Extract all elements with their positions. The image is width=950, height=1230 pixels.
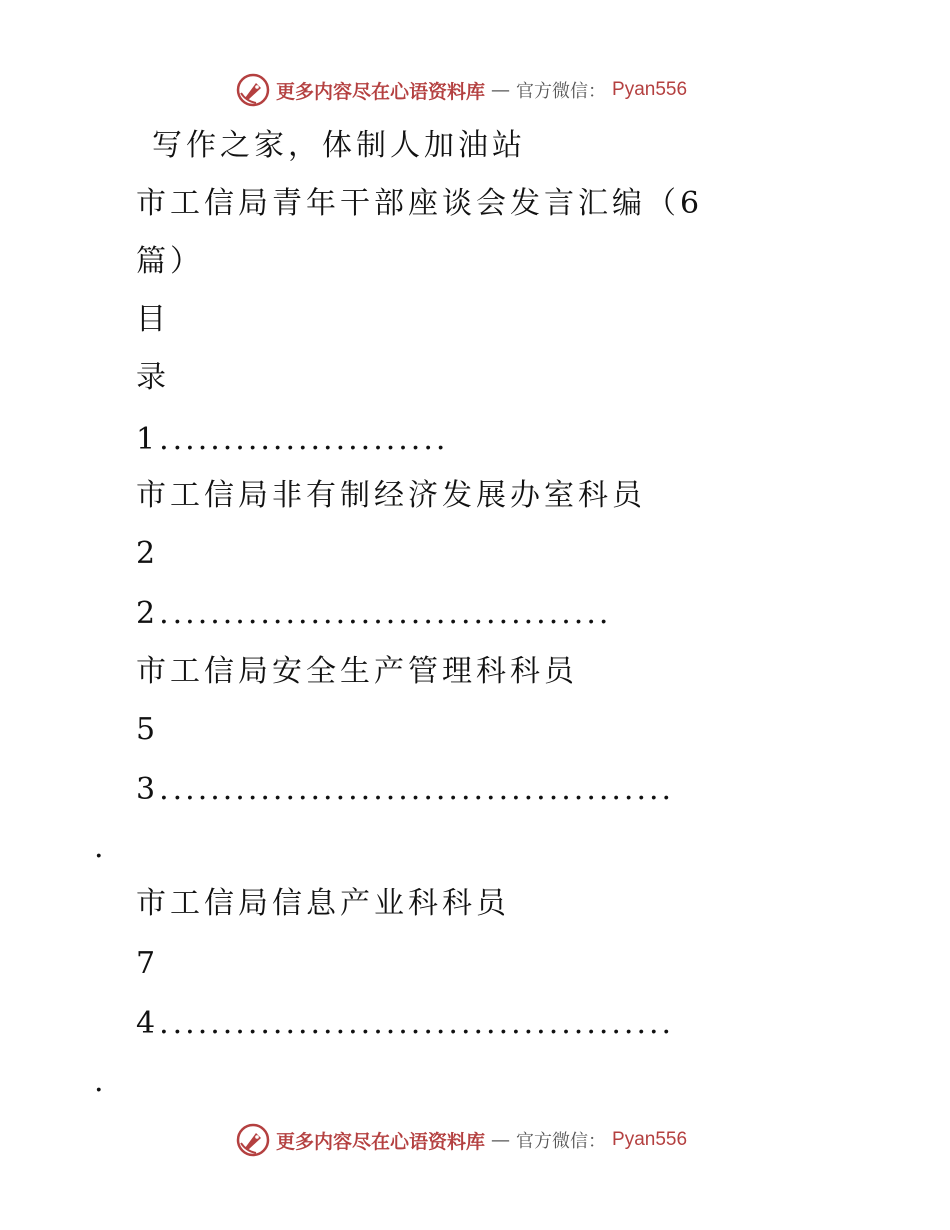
document-subtitle: 写作之家，体制人加油站	[152, 128, 526, 163]
toc-entry-dots: ........................................	[172, 1006, 675, 1041]
toc-entry-3-leader	[136, 772, 674, 808]
toc-entry-3-title: 市工信局信息产业科科员	[136, 886, 510, 921]
pen-nib-logo-icon	[236, 1123, 270, 1157]
footer-watermark	[236, 1122, 687, 1158]
toc-entry-2-title: 市工信局安全生产管理科科员	[136, 654, 578, 689]
toc-heading-2: 录	[136, 360, 170, 395]
toc-entry-1-leader	[136, 422, 448, 458]
toc-entry-number: 1.	[136, 422, 173, 457]
toc-entry-4-overflow-dot: .	[94, 1064, 104, 1099]
toc-entry-number: 4.	[136, 1006, 173, 1041]
toc-entry-1-page: 2	[136, 536, 160, 571]
toc-entry-dots: ........................................	[172, 772, 675, 807]
watermark-label: 官方微信：	[516, 81, 607, 102]
pen-nib-logo-icon	[236, 73, 270, 107]
watermark-brand: 更多内容尽在心语资料库	[276, 1130, 486, 1153]
watermark-label: 官方微信：	[516, 1131, 607, 1152]
toc-entry-number: 3.	[136, 772, 173, 807]
toc-entry-2-page: 5	[136, 712, 160, 747]
toc-entry-3-page: 7	[136, 946, 160, 981]
watermark-wechat-id: Pyan556	[612, 1129, 688, 1150]
watermark-dash: —	[491, 79, 511, 101]
toc-heading-1: 目	[136, 302, 170, 337]
document-title-line-1: 市工信局青年干部座谈会发言汇编（6	[136, 186, 704, 221]
toc-entry-dots: ......................	[172, 422, 449, 457]
watermark-wechat-id: Pyan556	[612, 79, 688, 100]
toc-entry-1-title: 市工信局非有制经济发展办室科员	[136, 478, 646, 513]
toc-entry-3-overflow-dot: .	[94, 830, 104, 865]
watermark-brand: 更多内容尽在心语资料库	[276, 80, 486, 103]
document-title-line-2: 篇）	[136, 244, 204, 279]
watermark-dash: —	[491, 1129, 511, 1151]
toc-entry-dots: ...................................	[172, 596, 612, 631]
header-watermark	[236, 72, 687, 108]
toc-entry-2-leader	[136, 596, 611, 632]
toc-entry-number: 2.	[136, 596, 173, 631]
toc-entry-4-leader	[136, 1006, 674, 1042]
